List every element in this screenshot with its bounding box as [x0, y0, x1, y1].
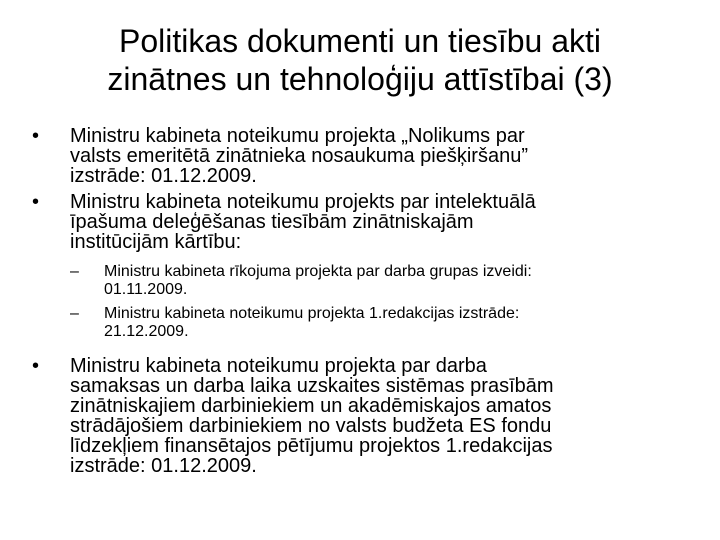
sub-item: [30, 263, 690, 299]
bullet-dot-icon: •: [32, 355, 40, 377]
bullet-line: samaksas un darba laika uzskaites sistēmas prasībām: [70, 375, 554, 397]
sub-list: [30, 263, 690, 341]
bullet-line: Ministru kabineta noteikumu projekts par intelektuālā: [70, 191, 536, 213]
bullet-item: [30, 126, 690, 186]
slide-title: [40, 22, 680, 98]
bullet-line: valsts emeritētā zinātnieka nosaukuma piešķiršanu”: [70, 145, 528, 167]
sub-line: 21.12.2009.: [104, 323, 189, 340]
sub-line: 01.11.2009.: [104, 281, 188, 298]
bullet-line: izstrāde: 01.12.2009.: [70, 455, 257, 477]
sub-line: Ministru kabineta noteikumu projekta 1.redakcijas izstrāde:: [104, 305, 520, 322]
title-line: Politikas dokumenti un tiesību akti: [118, 23, 602, 59]
bullet-line: īpašuma deleģēšanas tiesībām zinātniskajām: [70, 211, 474, 233]
sub-line: Ministru kabineta rīkojuma projekta par darba grupas izveidi:: [104, 263, 532, 280]
bullet-line: līdzekļiem finansētajos pētījumu projektos 1.redakcijas: [70, 435, 553, 457]
bullet-line: strādājošiem darbiniekiem no valsts budžeta ES fondu: [70, 415, 552, 437]
dash-icon: –: [70, 263, 79, 280]
bullet-dot-icon: •: [32, 125, 40, 147]
bullet-item: [30, 192, 690, 252]
bullet-line: zinātniskajiem darbiniekiem un akadēmiskajos amatos: [70, 395, 552, 417]
bullet-list: [30, 126, 690, 476]
bullet-line: Ministru kabineta noteikumu projekta par darba: [70, 355, 487, 377]
bullet-dot-icon: •: [32, 191, 40, 213]
title-line: zinātnes un tehnoloģiju attīstībai (3): [107, 61, 613, 97]
bullet-line: institūcijām kārtību:: [70, 231, 242, 253]
sub-item: [30, 305, 690, 341]
bullet-line: Ministru kabineta noteikumu projekta „Nolikums par: [70, 125, 525, 147]
bullet-line: izstrāde: 01.12.2009.: [70, 165, 257, 187]
dash-icon: –: [70, 305, 79, 322]
bullet-item: [30, 356, 690, 476]
